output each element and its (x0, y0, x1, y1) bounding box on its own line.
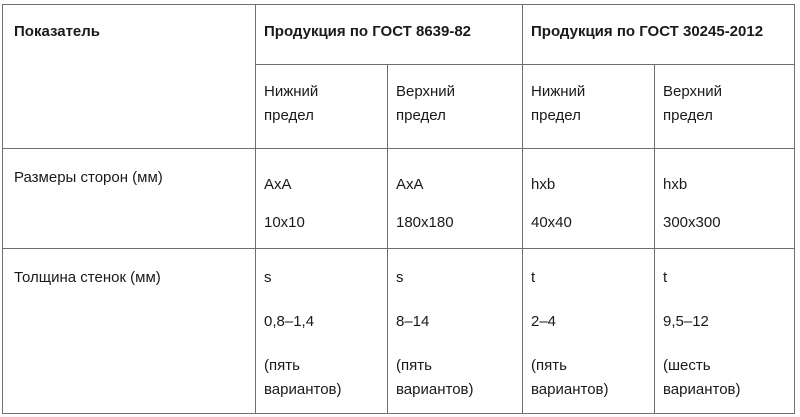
cell-line: t (663, 269, 668, 286)
row-label-sizes: Размеры сторон (мм) (14, 169, 163, 186)
header-bottom-border (2, 148, 795, 149)
limit-word: Нижний (264, 83, 319, 100)
cell-line: вариантов) (264, 381, 342, 398)
col-divider-1 (255, 4, 256, 414)
cell-line: 300x300 (663, 214, 721, 231)
cell-line: 2–4 (531, 313, 557, 330)
row-label-wall-thickness: Толщина стенок (мм) (14, 269, 161, 286)
cell-line: AxA (396, 176, 424, 193)
cell-line: 9,5–12 (663, 313, 709, 330)
cell-line: 0,8–1,4 (264, 313, 315, 330)
cell-line: 180x180 (396, 214, 454, 231)
wall-cell-gost2-upper (663, 266, 741, 402)
sizes-cell-gost1-lower (264, 166, 305, 242)
cell-line: (шесть (663, 357, 711, 374)
sizes-cell-gost2-upper (663, 166, 721, 242)
limit-word: предел (531, 107, 581, 124)
limit-upper-gost1 (396, 80, 455, 128)
limit-word: предел (264, 107, 314, 124)
table-border-left (2, 4, 3, 414)
limit-lower-gost2 (531, 80, 585, 128)
cell-line: вариантов) (663, 381, 741, 398)
cell-line: 8–14 (396, 313, 430, 330)
limit-upper-gost2 (663, 80, 722, 128)
cell-line: вариантов) (396, 381, 474, 398)
comparison-table (2, 4, 795, 414)
limit-word: Нижний (531, 83, 586, 100)
cell-line: s (396, 269, 404, 286)
cell-line: AxA (264, 176, 292, 193)
limit-word: Верхний (663, 83, 723, 100)
limit-word: Верхний (396, 83, 456, 100)
cell-line: вариантов) (531, 381, 609, 398)
col-divider-4 (654, 64, 655, 414)
cell-line: hxb (663, 176, 688, 193)
header-indicator: Показатель (14, 23, 101, 40)
limit-word: предел (396, 107, 446, 124)
wall-cell-gost1-lower (264, 266, 342, 402)
header-gost-8639: Продукция по ГОСТ 8639-82 (264, 23, 472, 40)
cell-line: 40x40 (531, 214, 572, 231)
header-gost-30245: Продукция по ГОСТ 30245-2012 (531, 23, 764, 40)
wall-cell-gost1-upper (396, 266, 474, 402)
cell-line: (пять (396, 357, 432, 374)
col-divider-3 (522, 4, 523, 414)
limit-word: предел (663, 107, 713, 124)
sizes-cell-gost2-lower (531, 166, 572, 242)
sizes-cell-gost1-upper (396, 166, 454, 242)
cell-line: t (531, 269, 536, 286)
header-subdivider (255, 64, 795, 65)
table-border-bottom (2, 413, 795, 414)
cell-line: (пять (531, 357, 567, 374)
cell-line: 10x10 (264, 214, 305, 231)
row-divider (2, 248, 795, 249)
col-divider-2 (387, 64, 388, 414)
wall-cell-gost2-lower (531, 266, 609, 402)
table-border-right (794, 4, 795, 414)
table-border-top (2, 4, 795, 5)
cell-line: s (264, 269, 272, 286)
cell-line: hxb (531, 176, 556, 193)
cell-line: (пять (264, 357, 300, 374)
limit-lower-gost1 (264, 80, 318, 128)
